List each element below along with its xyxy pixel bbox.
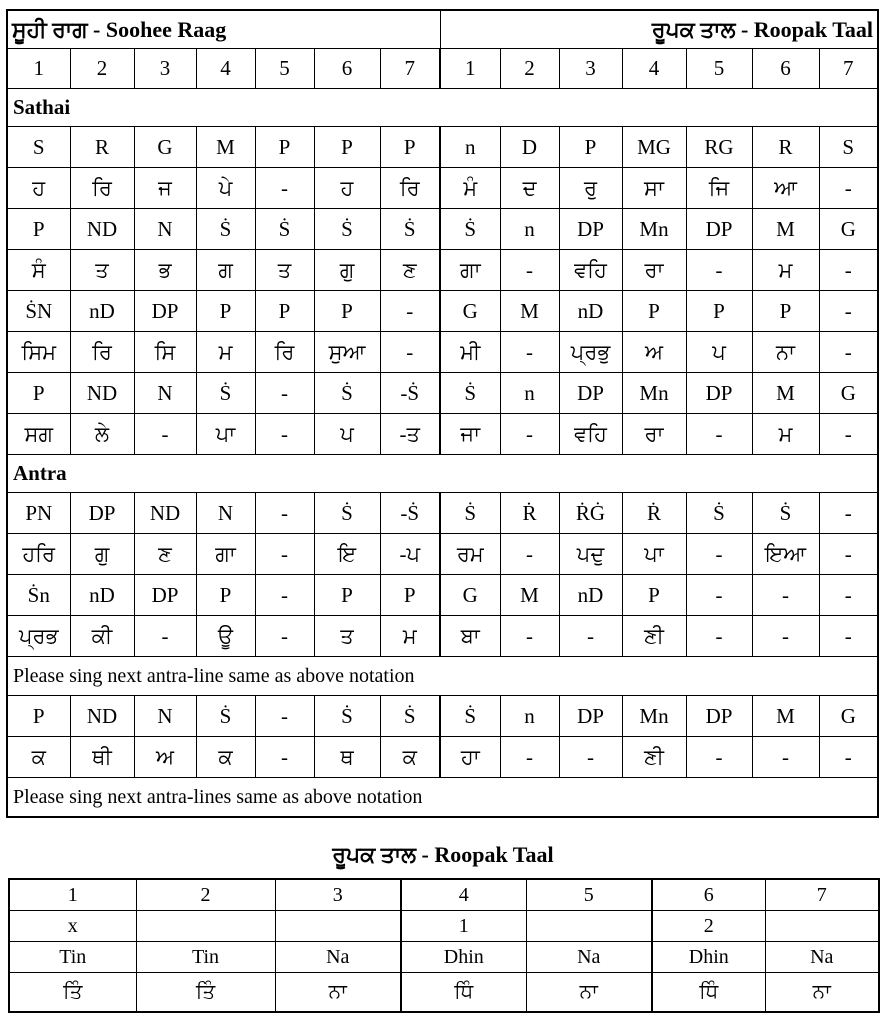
beat-number: 3 <box>134 49 196 89</box>
swar-cell: -Ṡ <box>380 493 440 534</box>
lyric-cell: ਕ <box>7 737 70 778</box>
lyric-row <box>7 168 878 209</box>
swar-cell: - <box>752 575 819 616</box>
taal-beat: 4 <box>401 879 526 911</box>
swar-cell: Ṙ <box>500 493 559 534</box>
lyric-cell: ਪਦੁ <box>559 534 622 575</box>
taal-bol-punjabi: ਧਿੰ <box>652 973 765 1013</box>
lyric-cell: ਅ <box>622 332 686 373</box>
swar-cell: n <box>500 696 559 737</box>
swar-cell: n <box>500 209 559 250</box>
lyric-cell: ਰਿ <box>70 332 134 373</box>
instruction-text: Please sing next antra-line same as above notation <box>7 657 878 696</box>
lyric-cell: ਕ <box>196 737 255 778</box>
swar-cell: RG <box>686 127 752 168</box>
beat-number: 2 <box>70 49 134 89</box>
lyric-cell: - <box>255 616 314 657</box>
lyric-cell: - <box>500 332 559 373</box>
swar-cell: P <box>752 291 819 332</box>
taal-bol-punjabi: ਤਿੰ <box>136 973 275 1013</box>
taal-mark: x <box>9 911 136 942</box>
lyric-cell: ਤ <box>70 250 134 291</box>
section-heading-row <box>7 455 878 493</box>
lyric-cell: ਭ <box>134 250 196 291</box>
swar-cell: ND <box>134 493 196 534</box>
swar-cell: ND <box>70 209 134 250</box>
swar-cell: Ṡ <box>440 373 500 414</box>
swar-cell: DP <box>686 209 752 250</box>
swar-cell: N <box>134 209 196 250</box>
swar-cell: P <box>7 209 70 250</box>
swar-cell: S <box>7 127 70 168</box>
swar-cell: Ṡ <box>440 209 500 250</box>
lyric-cell: ਰਿ <box>255 332 314 373</box>
lyric-cell: ਪੇ <box>196 168 255 209</box>
lyric-row <box>7 737 878 778</box>
swar-cell: G <box>819 373 878 414</box>
swar-cell: Ṡ <box>314 696 380 737</box>
swar-cell: DP <box>686 696 752 737</box>
swar-cell: Ṡ <box>314 373 380 414</box>
lyric-cell: ਕ <box>380 737 440 778</box>
swar-cell: ND <box>70 373 134 414</box>
section-heading-row <box>7 89 878 127</box>
raag-title: ਸੂਹੀ ਰਾਗ - Soohee Raag <box>7 10 440 49</box>
lyric-cell: ਸਗ <box>7 414 70 455</box>
taal-bol: Na <box>526 942 652 973</box>
swar-cell: S <box>819 127 878 168</box>
lyric-cell: ਤ <box>255 250 314 291</box>
lyric-cell: - <box>819 332 878 373</box>
lyric-cell: ਪ <box>686 332 752 373</box>
lyric-cell: ਦ <box>500 168 559 209</box>
swar-cell: M <box>752 209 819 250</box>
swar-cell: Ṙ <box>622 493 686 534</box>
beat-number: 2 <box>500 49 559 89</box>
beat-number-row <box>7 49 878 89</box>
swar-cell: Ṡ <box>255 209 314 250</box>
taal-bol: Na <box>275 942 401 973</box>
swar-cell: G <box>440 575 500 616</box>
taal-bol: Tin <box>9 942 136 973</box>
notation-body <box>7 10 878 817</box>
swar-cell: G <box>819 209 878 250</box>
swar-cell: Ṡ <box>196 209 255 250</box>
swar-cell: MG <box>622 127 686 168</box>
taal-mark <box>526 911 652 942</box>
beat-number: 5 <box>255 49 314 89</box>
swar-cell: R <box>70 127 134 168</box>
lyric-cell: - <box>380 332 440 373</box>
lyric-cell: ਗਾ <box>196 534 255 575</box>
beat-number: 7 <box>380 49 440 89</box>
lyric-cell: ਇਆ <box>752 534 819 575</box>
lyric-cell: ਪ <box>314 414 380 455</box>
lyric-cell: ਮ <box>196 332 255 373</box>
lyric-cell: ਵਹਿ <box>559 250 622 291</box>
swar-cell: - <box>255 493 314 534</box>
lyric-cell: ਗੁ <box>70 534 134 575</box>
lyric-cell: ਕੀ <box>70 616 134 657</box>
swar-cell: nD <box>559 575 622 616</box>
instruction-text: Please sing next antra-lines same as above notation <box>7 778 878 818</box>
swar-row <box>7 493 878 534</box>
swar-cell: - <box>819 575 878 616</box>
swar-cell: DP <box>134 575 196 616</box>
lyric-cell: - <box>819 168 878 209</box>
lyric-cell: ਪ੍ਰਭੁ <box>559 332 622 373</box>
lyric-cell: ਣੀ <box>622 737 686 778</box>
lyric-cell: ਹਾ <box>440 737 500 778</box>
swar-cell: M <box>196 127 255 168</box>
swar-cell: G <box>819 696 878 737</box>
taal-beat: 2 <box>136 879 275 911</box>
swar-cell: Ṡ <box>196 373 255 414</box>
swar-cell: - <box>255 575 314 616</box>
lyric-cell: ਣ <box>380 250 440 291</box>
swar-cell: P <box>196 575 255 616</box>
taal-caption: ਰੂਪਕ ਤਾਲ - Roopak Taal <box>332 842 554 867</box>
swar-cell: n <box>500 373 559 414</box>
lyric-cell: ਪਾ <box>622 534 686 575</box>
swar-cell: N <box>134 696 196 737</box>
lyric-cell: - <box>500 616 559 657</box>
swar-cell: DP <box>134 291 196 332</box>
lyric-cell: - <box>500 737 559 778</box>
lyric-cell: - <box>559 616 622 657</box>
lyric-cell: ਗੁ <box>314 250 380 291</box>
swar-cell: P <box>255 291 314 332</box>
swar-cell: P <box>255 127 314 168</box>
swar-cell: Mn <box>622 209 686 250</box>
lyric-cell: ਗ <box>196 250 255 291</box>
lyric-cell: ਆ <box>752 168 819 209</box>
swar-row <box>7 291 878 332</box>
swar-cell: - <box>819 291 878 332</box>
swar-cell: D <box>500 127 559 168</box>
swar-cell: - <box>255 373 314 414</box>
lyric-cell: - <box>819 616 878 657</box>
swar-cell: P <box>196 291 255 332</box>
swar-cell: DP <box>559 696 622 737</box>
swar-cell: Ṡ <box>440 696 500 737</box>
beat-number: 4 <box>622 49 686 89</box>
lyric-cell: - <box>686 534 752 575</box>
taal-bol: Na <box>765 942 879 973</box>
taal-beat-row <box>9 879 879 911</box>
lyric-row <box>7 534 878 575</box>
swar-cell: P <box>314 291 380 332</box>
swar-cell: nD <box>559 291 622 332</box>
lyric-cell: - <box>255 737 314 778</box>
lyric-cell: ਸਿ <box>134 332 196 373</box>
taal-bol-punjabi: ਨਾ <box>765 973 879 1013</box>
swar-cell: P <box>7 373 70 414</box>
lyric-row <box>7 250 878 291</box>
swar-cell: DP <box>559 373 622 414</box>
lyric-cell: ਥੀ <box>70 737 134 778</box>
swar-cell: P <box>314 127 380 168</box>
swar-cell: ṘĠ <box>559 493 622 534</box>
swar-cell: DP <box>686 373 752 414</box>
taal-bol-punjabi-row <box>9 973 879 1013</box>
swar-cell: ṠN <box>7 291 70 332</box>
swar-cell: nD <box>70 291 134 332</box>
swar-cell: P <box>380 127 440 168</box>
swar-cell: Ṡ <box>440 493 500 534</box>
swar-cell: Ṡ <box>196 696 255 737</box>
lyric-row <box>7 414 878 455</box>
taal-bol: Dhin <box>401 942 526 973</box>
taal-beat: 7 <box>765 879 879 911</box>
beat-number: 4 <box>196 49 255 89</box>
lyric-cell: ਊ <box>196 616 255 657</box>
lyric-cell: - <box>500 414 559 455</box>
lyric-cell: ਵਹਿ <box>559 414 622 455</box>
lyric-cell: ਬਾ <box>440 616 500 657</box>
taal-beat: 6 <box>652 879 765 911</box>
swar-cell: Ṡ <box>686 493 752 534</box>
lyric-cell: ਹਰਿ <box>7 534 70 575</box>
taal-bol: Dhin <box>652 942 765 973</box>
taal-bol-punjabi: ਨਾ <box>275 973 401 1013</box>
lyric-cell: - <box>559 737 622 778</box>
lyric-cell: ਸੰ <box>7 250 70 291</box>
swar-cell: Ṡ <box>314 493 380 534</box>
taal-mark <box>136 911 275 942</box>
swar-cell: PN <box>7 493 70 534</box>
notation-table <box>6 9 879 818</box>
lyric-cell: ਲੇ <box>70 414 134 455</box>
lyric-cell: - <box>819 534 878 575</box>
beat-number: 6 <box>752 49 819 89</box>
lyric-cell: -ਪ <box>380 534 440 575</box>
swar-cell: DP <box>559 209 622 250</box>
swar-cell: Mn <box>622 696 686 737</box>
lyric-cell: ਸੁਆ <box>314 332 380 373</box>
lyric-cell: ਰੁ <box>559 168 622 209</box>
swar-cell: P <box>622 575 686 616</box>
lyric-cell: ਰਮ <box>440 534 500 575</box>
taal-mark: 1 <box>401 911 526 942</box>
lyric-cell: ਪ੍ਰਭ <box>7 616 70 657</box>
taal-beat: 3 <box>275 879 401 911</box>
taal-beat: 5 <box>526 879 652 911</box>
lyric-cell: ਮੀ <box>440 332 500 373</box>
lyric-row <box>7 616 878 657</box>
lyric-cell: - <box>819 250 878 291</box>
section-label: Antra <box>7 455 878 493</box>
lyric-cell: - <box>752 737 819 778</box>
taal-bol-punjabi: ਤਿੰ <box>9 973 136 1013</box>
section-label: Sathai <box>7 89 878 127</box>
swar-row <box>7 575 878 616</box>
swar-cell: P <box>7 696 70 737</box>
swar-cell: - <box>686 575 752 616</box>
swar-cell: M <box>500 575 559 616</box>
swar-row <box>7 696 878 737</box>
instruction-row <box>7 778 878 818</box>
lyric-cell: ਅ <box>134 737 196 778</box>
swar-cell: n <box>440 127 500 168</box>
swar-cell: - <box>819 493 878 534</box>
swar-cell: N <box>134 373 196 414</box>
beat-number: 1 <box>7 49 70 89</box>
lyric-cell: ਸਿਮ <box>7 332 70 373</box>
lyric-row <box>7 332 878 373</box>
lyric-cell: ਜਾ <box>440 414 500 455</box>
swar-cell: P <box>686 291 752 332</box>
lyric-cell: ਮ <box>752 250 819 291</box>
lyric-cell: - <box>255 168 314 209</box>
swar-cell: - <box>255 696 314 737</box>
swar-cell: G <box>134 127 196 168</box>
lyric-cell: ਣੀ <box>622 616 686 657</box>
swar-cell: Ṡ <box>314 209 380 250</box>
taal-mark: 2 <box>652 911 765 942</box>
swar-cell: ND <box>70 696 134 737</box>
taal-table <box>8 878 880 1013</box>
lyric-cell: ਣ <box>134 534 196 575</box>
lyric-cell: - <box>134 616 196 657</box>
swar-cell: -Ṡ <box>380 373 440 414</box>
taal-mark-row <box>9 911 879 942</box>
swar-cell: Mn <box>622 373 686 414</box>
lyric-cell: ਰਾ <box>622 250 686 291</box>
lyric-cell: - <box>686 250 752 291</box>
lyric-cell: ਪਾ <box>196 414 255 455</box>
lyric-cell: - <box>819 414 878 455</box>
lyric-cell: ਗਾ <box>440 250 500 291</box>
beat-number: 5 <box>686 49 752 89</box>
beat-number: 6 <box>314 49 380 89</box>
swar-cell: P <box>559 127 622 168</box>
lyric-cell: - <box>255 414 314 455</box>
taal-body <box>9 879 879 1012</box>
swar-cell: nD <box>70 575 134 616</box>
taal-mark <box>275 911 401 942</box>
swar-cell: M <box>752 373 819 414</box>
taal-beat: 1 <box>9 879 136 911</box>
swar-cell: N <box>196 493 255 534</box>
lyric-cell: ਰਿ <box>70 168 134 209</box>
lyric-cell: ਹ <box>314 168 380 209</box>
beat-number: 1 <box>440 49 500 89</box>
lyric-cell: - <box>819 737 878 778</box>
lyric-cell: - <box>686 616 752 657</box>
lyric-cell: ਤ <box>314 616 380 657</box>
taal-bol: Tin <box>136 942 275 973</box>
header-row <box>7 10 878 49</box>
lyric-cell: ਹ <box>7 168 70 209</box>
lyric-cell: ਨਾ <box>752 332 819 373</box>
lyric-cell: - <box>752 616 819 657</box>
lyric-cell: - <box>686 414 752 455</box>
lyric-cell: - <box>500 250 559 291</box>
swar-row <box>7 209 878 250</box>
swar-cell: M <box>752 696 819 737</box>
swar-cell: - <box>380 291 440 332</box>
swar-cell: R <box>752 127 819 168</box>
lyric-cell: ਰਿ <box>380 168 440 209</box>
beat-number: 3 <box>559 49 622 89</box>
lyric-cell: ਮ <box>380 616 440 657</box>
taal-bol-punjabi: ਨਾ <box>526 973 652 1013</box>
lyric-cell: ਮ <box>752 414 819 455</box>
swar-cell: P <box>314 575 380 616</box>
swar-row <box>7 127 878 168</box>
beat-number: 7 <box>819 49 878 89</box>
swar-row <box>7 373 878 414</box>
swar-cell: DP <box>70 493 134 534</box>
lyric-cell: ਜਿ <box>686 168 752 209</box>
swar-cell: P <box>380 575 440 616</box>
lyric-cell: - <box>686 737 752 778</box>
taal-mark <box>765 911 879 942</box>
instruction-row <box>7 657 878 696</box>
lyric-cell: - <box>500 534 559 575</box>
lyric-cell: ਇ <box>314 534 380 575</box>
lyric-cell: ਜ <box>134 168 196 209</box>
swar-cell: Ṡ <box>380 696 440 737</box>
swar-cell: P <box>622 291 686 332</box>
lyric-cell: - <box>134 414 196 455</box>
lyric-cell: ਸਾ <box>622 168 686 209</box>
lyric-cell: -ਤ <box>380 414 440 455</box>
lyric-cell: ਰਾ <box>622 414 686 455</box>
taal-title-header: ਰੂਪਕ ਤਾਲ - Roopak Taal <box>440 10 878 49</box>
lyric-cell: ਥ <box>314 737 380 778</box>
swar-cell: G <box>440 291 500 332</box>
taal-bol-punjabi: ਧਿੰ <box>401 973 526 1013</box>
swar-cell: Ṡ <box>752 493 819 534</box>
lyric-cell: ਮੰ <box>440 168 500 209</box>
swar-cell: M <box>500 291 559 332</box>
lyric-cell: - <box>255 534 314 575</box>
swar-cell: Ṡn <box>7 575 70 616</box>
swar-cell: Ṡ <box>380 209 440 250</box>
taal-bol-row <box>9 942 879 973</box>
